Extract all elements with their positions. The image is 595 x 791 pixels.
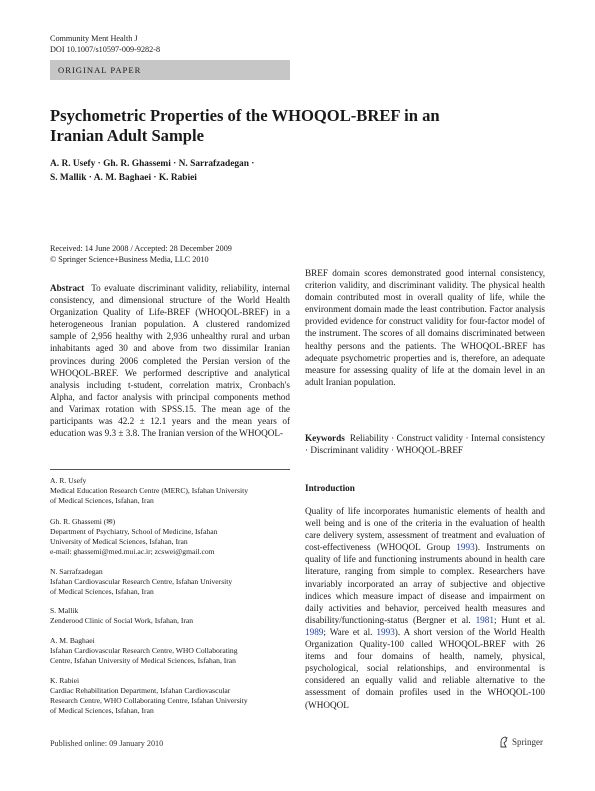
abstract-heading: Abstract — [50, 283, 85, 293]
citation-link[interactable]: 1981 — [475, 614, 494, 625]
publisher-name: Springer — [512, 737, 543, 747]
affiliation-line: Department of Psychiatry, School of Medicine, Isfahan — [50, 527, 218, 536]
published-online: Published online: 09 January 2010 — [50, 739, 164, 748]
citation-link[interactable]: 1989 — [305, 626, 324, 637]
citation-link[interactable]: 1993 — [376, 626, 395, 637]
affiliation-author: S. Mallik — [50, 606, 79, 615]
abstract-continued: BREF domain scores demonstrated good internal consistency, criterion validity, and discriminant validity. The physical health domain contributed most in overall quality of life, while the environment domain made the least contribution. Factor analysis provided evidence for construct validity for four-factor model of the instrument. The scores of all domains discriminated between healthy persons and the patients. The WHOQOL-BREF has adequate psychometric properties and is, therefore, an adequate measure for assessing quality of life at the domain level in an adult Iranian population. — [305, 268, 545, 387]
journal-name: Community Ment Health J — [50, 34, 138, 43]
intro-text: ; Hunt et al. — [493, 614, 545, 625]
intro-text: Quality of life incorporates humanistic elements of health and well being and is one of the criteria in the evaluation of health care delivery system, assessment of treatment and evaluation of cost-effectiveness (WHOQOL Group — [305, 506, 545, 553]
keywords — [305, 432, 545, 456]
affiliation-line: of Medical Sciences, Isfahan, Iran — [50, 587, 154, 596]
affiliation-line: Research Centre, WHO Collaborating Centre, Isfahan University — [50, 696, 248, 705]
affiliation-line: Cardiac Rehabilitation Department, Isfahan Cardiovascular — [50, 686, 231, 695]
article-type-banner — [50, 60, 290, 80]
copyright: © Springer Science+Business Media, LLC 2010 — [50, 254, 209, 264]
affiliation-line: Centre, Isfahan University of Medical Sciences, Isfahan, Iran — [50, 656, 236, 665]
affiliation-email[interactable]: e-mail: ghassemi@med.mui.ac.ir; zcswei@gmail.com — [50, 547, 215, 556]
introduction-heading: Introduction — [305, 483, 355, 493]
affiliation — [50, 476, 290, 506]
intro-text: ; Ware et al. — [323, 626, 377, 637]
introduction-body — [305, 505, 545, 711]
affiliation-line: of Medical Sciences, Isfahan, Iran — [50, 496, 154, 505]
affiliation-author: N. Sarrafzadegan — [50, 567, 103, 576]
keywords-list: Reliability · Construct validity · Internal consistency · Discriminant validity · WHOQOL-BREF — [305, 433, 545, 456]
affiliation — [50, 676, 290, 716]
author-list — [50, 157, 470, 185]
affiliation — [50, 636, 290, 666]
doi: DOI 10.1007/s10597-009-9282-8 — [50, 44, 161, 54]
affiliation-line: of Medical Sciences, Isfahan, Iran — [50, 706, 154, 715]
affiliation-line: Isfahan Cardiovascular Research Centre, WHO Collaborating — [50, 646, 238, 655]
abstract-body: To evaluate discriminant validity, reliability, internal consistency, and dimensional structure of the World Health Organization Quality of Life-BREF (WHOQOL-BREF) in a heterogeneous Iranian population. A clustered randomized sample of 2,956 healthy with 2,936 unhealthy rural and urban inhabitants aged 30 and above from two dissimilar Iranian provinces during 2006 completed the Persian version of the WHOQOL-BREF. We performed descriptive and analytical analysis including t-student, correlation matrix, Cronbach's Alpha, and factor analysis with principal components method and Varimax rotation with SPSS.15. The mean age of the participants was 42.2 ± 12.1 years and the mean years of education was 9.3 ± 3.8. The Iranian version of the WHOQOL- — [50, 283, 291, 439]
affiliation — [50, 567, 290, 597]
springer-horse-icon — [499, 736, 509, 748]
affiliation-line: University of Medical Sciences, Isfahan, Iran — [50, 537, 188, 546]
intro-text: ). Instruments on quality of life and functioning instruments abound in health care literature, ranging from simple to complex. Researchers have invariably incorporated an array of subjective and objective indices which measure impact of disease and impairment on daily activities and behavior, perceived health measures and disability/functioning-status (Bergner et al. — [305, 542, 545, 625]
affiliation-line: Zenderood Clinic of Social Work, Isfahan, Iran — [50, 616, 194, 625]
author-line-2: S. Mallik · A. M. Baghaei · K. Rabiei — [50, 173, 197, 183]
affiliation-author: A. M. Baghaei — [50, 636, 95, 645]
affiliation-line: Medical Education Research Centre (MERC), Isfahan University — [50, 486, 249, 495]
author-line-1: A. R. Usefy · Gh. R. Ghassemi · N. Sarrafzadegan · — [50, 159, 255, 169]
intro-text: ). A short version of the World Health Organization Quality-100 called WHOQOL-BREF with 26 items and four domains of health, namely, physical, psychological, social relationships, and environmental is considered an equally valid and reliable alternative to the assessment of domain profiles used in the WHOQOL-100 (WHOQOL — [305, 626, 545, 710]
journal-header — [50, 34, 160, 55]
abstract — [50, 282, 290, 439]
affiliation-line: Isfahan Cardiovascular Research Centre, Isfahan University — [50, 577, 233, 586]
article-type-label: ORIGINAL PAPER — [58, 65, 142, 75]
affiliation-divider — [50, 469, 290, 470]
affiliation — [50, 517, 290, 557]
publisher-logo — [499, 736, 543, 748]
received-accepted: Received: 14 June 2008 / Accepted: 28 December 2009 — [50, 244, 232, 253]
keywords-heading: Keywords — [305, 433, 345, 443]
affiliation — [50, 606, 290, 626]
paper-title: Psychometric Properties of the WHOQOL-BREF in an Iranian Adult Sample — [50, 106, 440, 145]
article-dates — [50, 244, 232, 265]
affiliation-author: K. Rabiei — [50, 676, 80, 685]
citation-link[interactable]: 1993 — [456, 542, 475, 553]
affiliation-author: Gh. R. Ghassemi (✉) — [50, 517, 116, 526]
affiliation-author: A. R. Usefy — [50, 476, 87, 485]
